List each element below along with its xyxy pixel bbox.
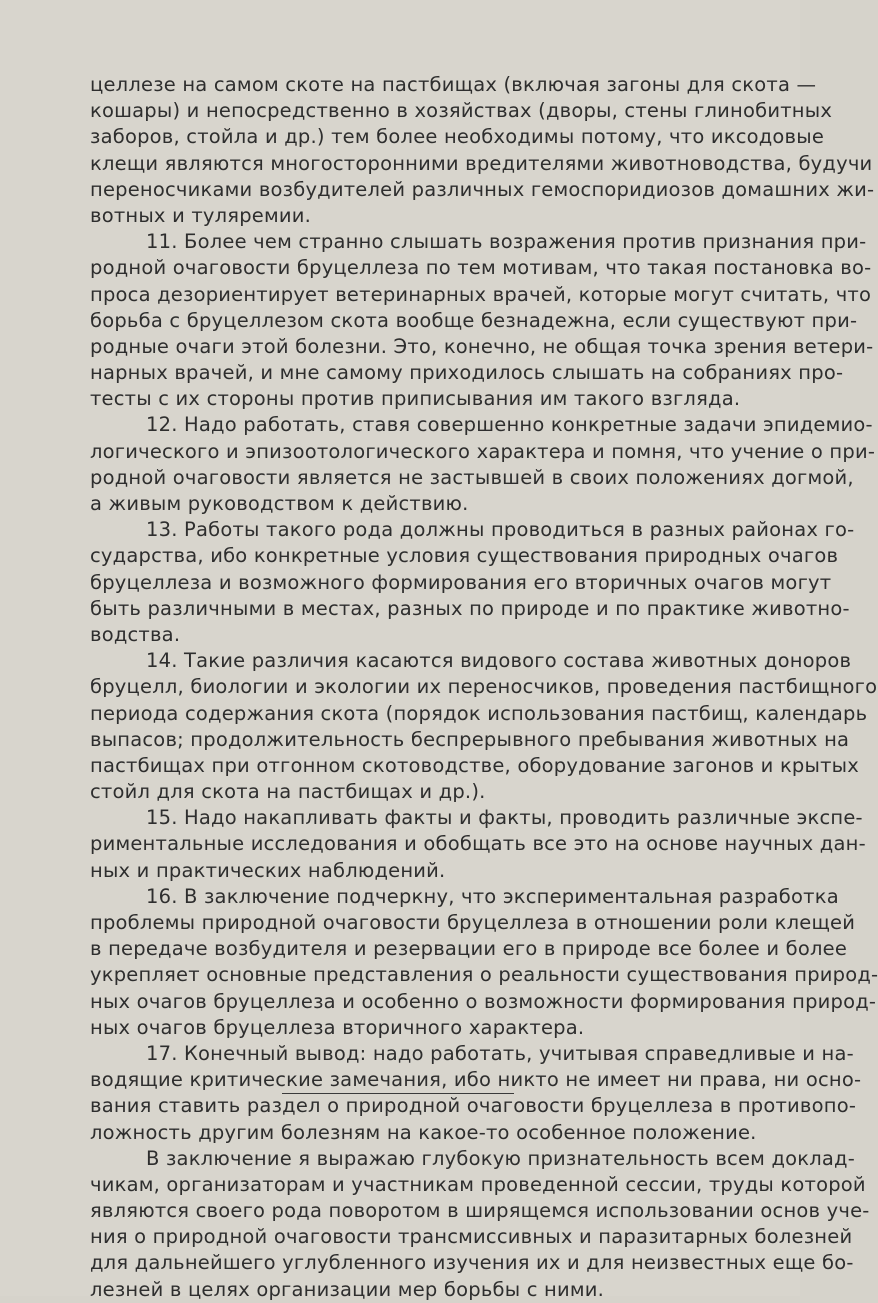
text-line: В заключение я выражаю глубокую признательность всем доклад- [146, 1146, 855, 1170]
text-line: укрепляет основные представления о реальности существования природ- [90, 963, 878, 987]
text-line: вотных и туляремии. [90, 203, 312, 227]
text-line: водства. [90, 622, 181, 646]
text-line: 11. Более чем странно слышать возражения против признания при- [146, 230, 867, 254]
text-line: переносчиками возбудителей различных гемоспоридиозов домашних жи- [90, 177, 875, 201]
text-line: вания ставить раздел о природной очаговости бруцеллеза в противопо- [90, 1094, 857, 1118]
text-line: 15. Надо накапливать факты и факты, проводить различные экспе- [146, 806, 863, 830]
body-text [90, 72, 878, 1303]
text-line: родной очаговости бруцеллеза по тем мотивам, что такая постановка во- [90, 256, 872, 280]
text-line: стойл для скота на пастбищах и др.). [90, 780, 486, 804]
text-line: борьба с бруцеллезом скота вообще безнадежна, если существуют при- [90, 308, 858, 332]
text-line: периода содержания скота (порядок использования пастбищ, календарь [90, 701, 868, 725]
text-line: проблемы природной очаговости бруцеллеза в отношении роли клещей [90, 911, 856, 934]
text-line: тесты с их стороны против приписывания им такого взгляда. [90, 387, 741, 411]
text-line: быть различными в местах, разных по природе и по практике животно- [90, 596, 850, 620]
text-line: ных очагов бруцеллеза и особенно о возможности формирования природ- [90, 989, 877, 1013]
text-line: целлезе на самом скоте на пастбищах (включая загоны для скота — [90, 73, 817, 96]
text-line: 14. Такие различия касаются видового состава животных доноров [146, 649, 852, 673]
text-line: клещи являются многосторонними вредителями животноводства, будучи [90, 151, 873, 175]
text-line: пастбищах при отгонном скотоводстве, оборудование загонов и крытых [90, 753, 859, 777]
text-line: кошары) и непосредственно в хозяйствах (дворы, стены глинобитных [90, 99, 833, 123]
text-line: чикам, организаторам и участникам проведенной сессии, труды которой [90, 1172, 866, 1196]
text-line: бруцелл, биологии и экологии их переносчиков, проведения пастбищного [90, 675, 878, 699]
text-line: сударства, ибо конкретные условия существования природных очагов [90, 544, 839, 568]
text-line: ных и практических наблюдений. [90, 858, 446, 882]
text-line: водящие критические замечания, ибо никто не имеет ни права, ни осно- [90, 1068, 862, 1092]
text-line: родные очаги этой болезни. Это, конечно, не общая точка зрения ветери- [90, 334, 874, 358]
text-line: ния о природной очаговости трансмиссивных и паразитарных болезней [90, 1225, 853, 1249]
text-line: 13. Работы такого рода должны проводиться в разных районах го- [146, 518, 855, 542]
text-line: выпасов; продолжительность беспрерывного пребывания животных на [90, 727, 850, 751]
text-line: риментальные исследования и обобщать все это на основе научных дан- [90, 832, 866, 856]
text-line: являются своего рода поворотом в ширящемся использовании основ уче- [90, 1199, 870, 1223]
text-line: нарных врачей, и мне самому приходилось слышать на собраниях про- [90, 361, 844, 385]
text-line: а живым руководством к действию. [90, 492, 469, 515]
end-rule [282, 1093, 514, 1094]
text-line: для дальнейшего углубленного изучения их и для неизвестных еще бо- [90, 1251, 854, 1275]
text-line: лезней в целях организации мер борьбы с ними. [90, 1277, 605, 1301]
text-line: заборов, стойла и др.) тем более необходимы потому, что иксодовые [90, 125, 825, 149]
text-line: проса дезориентирует ветеринарных врачей, которые могут считать, что [90, 282, 872, 306]
text-line: родной очаговости является не застывшей в своих положениях догмой, [90, 465, 854, 489]
text-line: бруцеллеза и возможного формирования его вторичных очагов могут [90, 570, 832, 594]
text-line: ных очагов бруцеллеза вторичного характера. [90, 1015, 585, 1039]
text-line: ложность другим болезням на какое-то особенное положение. [90, 1120, 757, 1144]
text-line: 12. Надо работать, ставя совершенно конкретные задачи эпидемио- [146, 413, 873, 437]
text-line: в передаче возбудителя и резервации его в природе все более и более [90, 937, 848, 961]
text-line: 17. Конечный вывод: надо работать, учитывая справедливые и на- [146, 1041, 854, 1065]
text-line: 16. В заключение подчеркну, что экспериментальная разработка [146, 884, 839, 908]
text-line: логического и эпизоотологического характера и помня, что учение о при- [90, 439, 876, 463]
